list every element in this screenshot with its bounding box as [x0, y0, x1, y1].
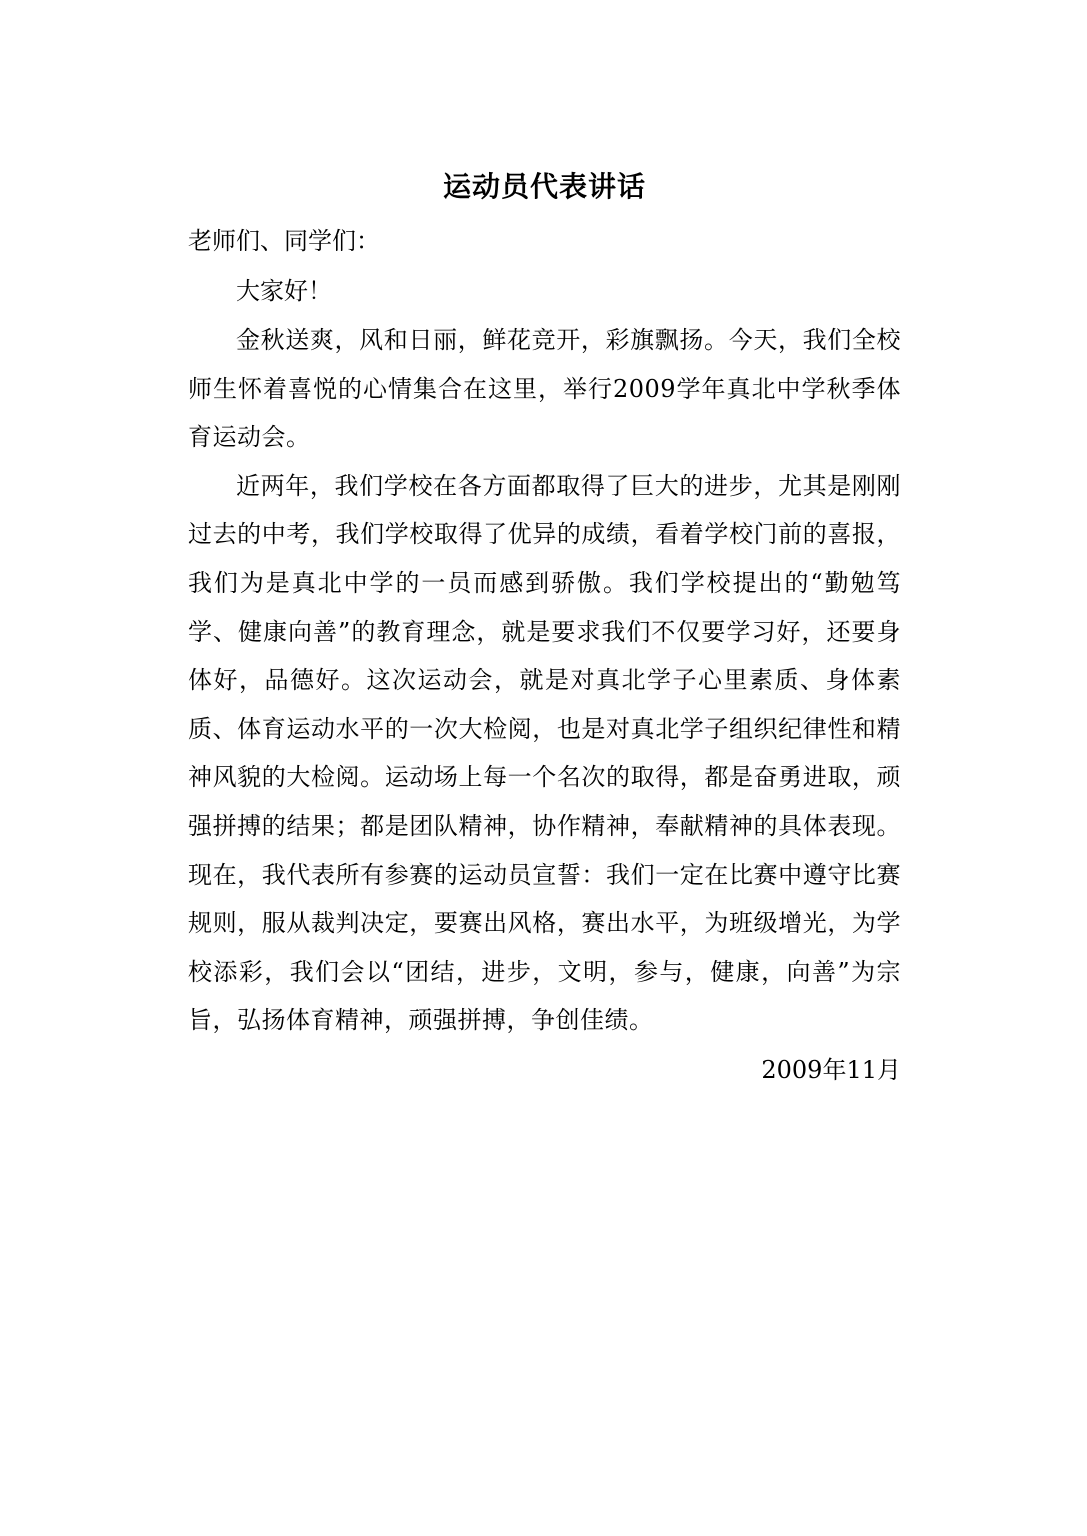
- greeting: 大家好！: [236, 277, 332, 305]
- document-body: [188, 158, 901, 1095]
- paragraph-opening: 金秋送爽，风和日丽，鲜花竞开，彩旗飘扬。今天，我们全校师生怀着喜悦的心情集合在这里，举行2009学年真北中学秋季体育运动会。: [188, 326, 901, 452]
- salutation: 老师们、同学们：: [188, 227, 380, 255]
- document-date: 2009年11月: [761, 1055, 901, 1084]
- paragraph-main: 近两年，我们学校在各方面都取得了巨大的进步，尤其是刚刚过去的中考，我们学校取得了优异的成绩，看着学校门前的喜报，我们为是真北中学的一员而感到骄傲。我们学校提出的“勤勉笃学、健康向善”的教育理念，就是要求我们不仅要学习好，还要身体好，品德好。这次运动会，就是对真北学子心里素质、身体素质、体育运动水平的一次大检阅，也是对真北学子组织纪律性和精神风貌的大检阅。运动场上每一个名次的取得，都是奋勇进取，顽强拼搏的结果；都是团队精神，协作精神，奉献精神的具体表现。现在，我代表所有参赛的运动员宣誓：我们一定在比赛中遵守比赛规则，服从裁判决定，要赛出风格，赛出水平，为班级增光，为学校添彩，我们会以“团结，进步，文明，参与，健康，向善”为宗旨，弘扬体育精神，顽强拼搏，争创佳绩。: [188, 471, 901, 1035]
- document-title: 运动员代表讲话: [442, 170, 646, 203]
